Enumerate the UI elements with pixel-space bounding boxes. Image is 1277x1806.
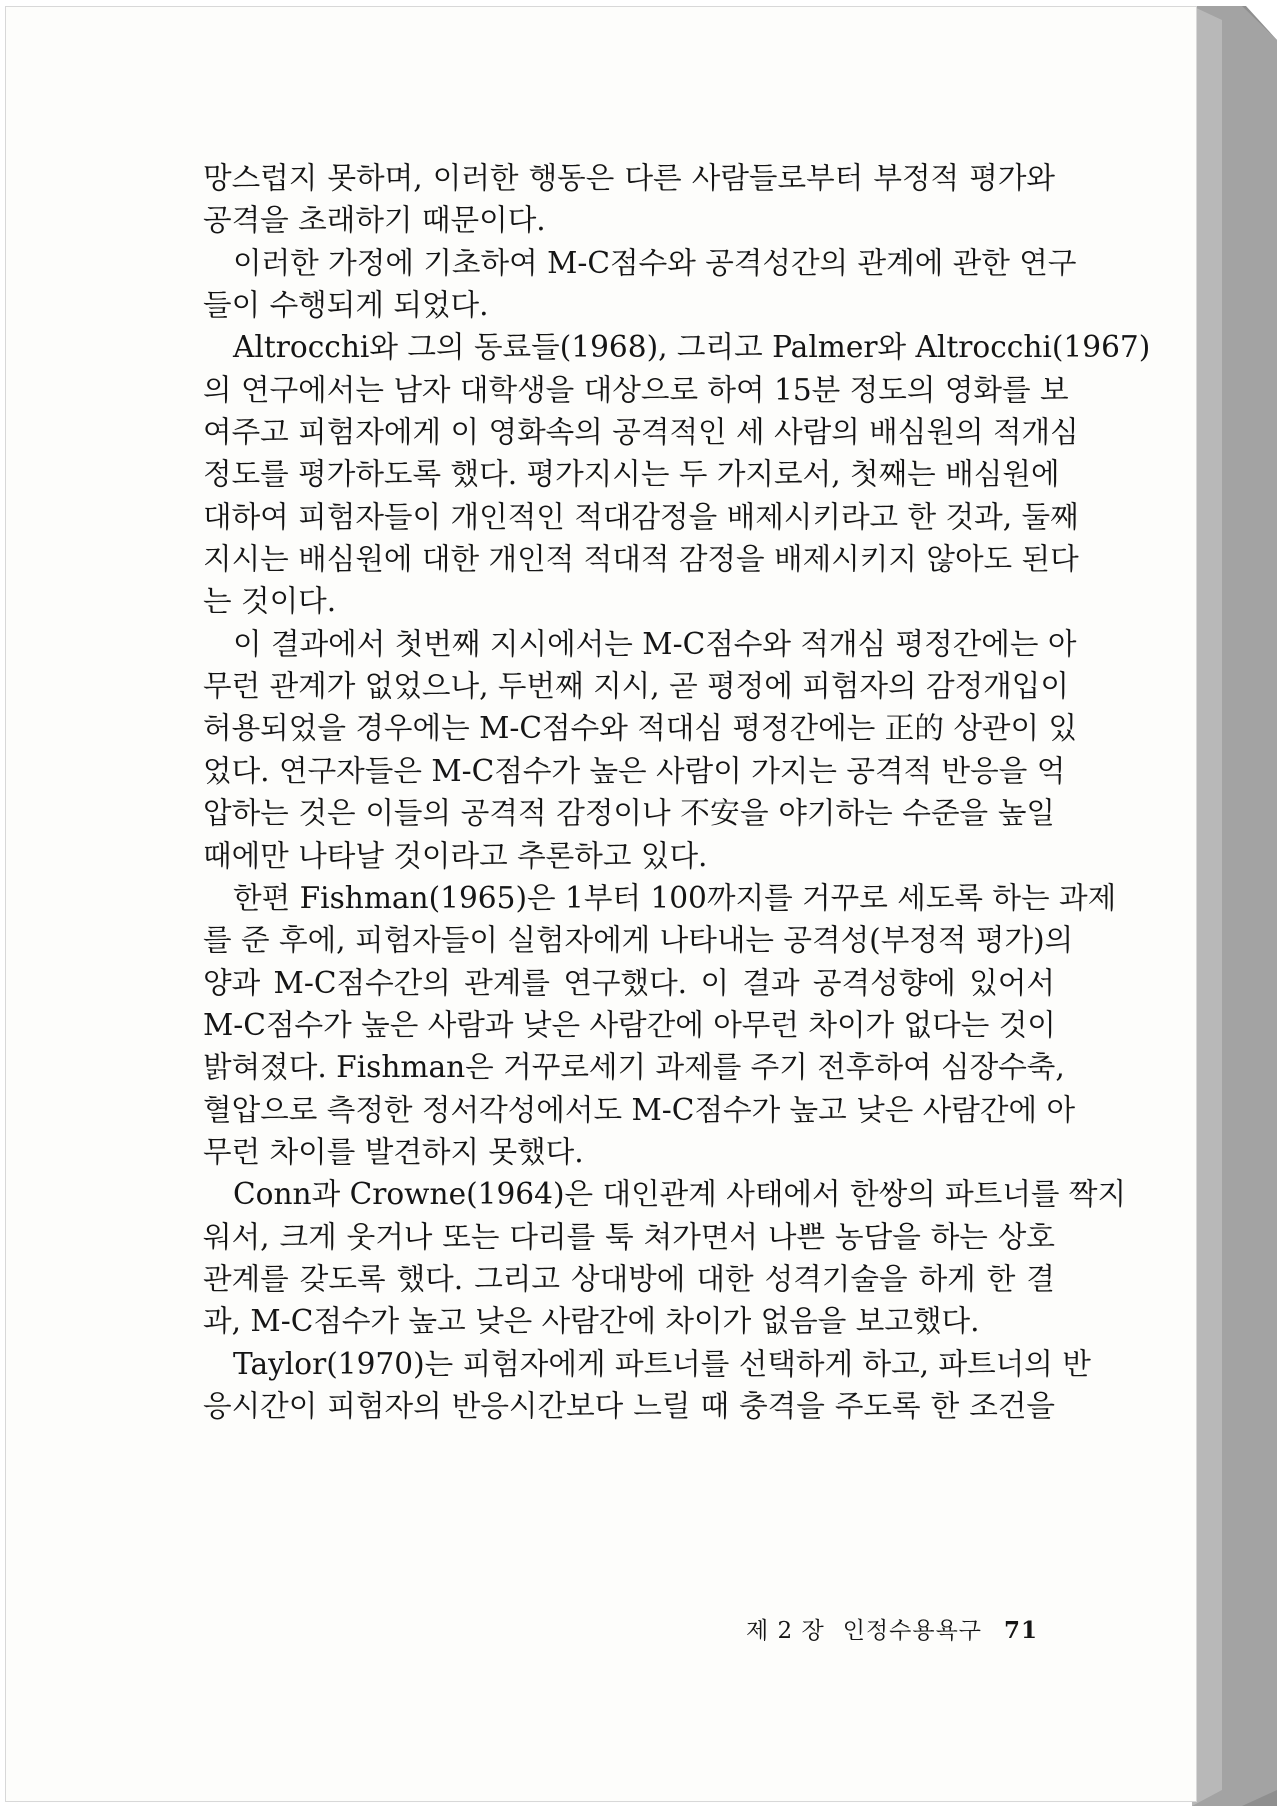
text-line: Altrocchi와 그의 동료들(1968), 그리고 Palmer와 Altrocchi(1967) <box>233 330 1151 365</box>
page-number: 71 <box>1004 1617 1039 1644</box>
text-line: 압하는 것은 이들의 공격적 감정이나 不安을 야기하는 수준을 높일 <box>203 796 1055 831</box>
text-line: 들이 수행되게 되었다. <box>203 288 489 323</box>
text-line: Taylor(1970)는 피험자에게 파트너를 선택하게 하고, 파트너의 반 <box>233 1346 1091 1381</box>
text-line: 무런 차이를 발견하지 못했다. <box>203 1134 584 1169</box>
text-line: 무런 관계가 없었으나, 두번째 지시, 곧 평정에 피험자의 감정개입이 <box>203 669 1069 704</box>
text-line: 대하여 피험자들이 개인적인 적대감정을 배제시키라고 한 것과, 둘째 <box>203 499 1079 534</box>
chapter-label: 제 2 장 <box>746 1618 825 1644</box>
text-line: 여주고 피험자에게 이 영화속의 공격적인 세 사람의 배심원의 적개심 <box>203 415 1079 450</box>
book-edge <box>1192 0 1277 1806</box>
text-line: 한편 Fishman(1965)은 1부터 100까지를 거꾸로 세도록 하는 과제 <box>233 880 1117 915</box>
text-line: 허용되었을 경우에는 M-C점수와 적대심 평정간에는 正的 상관이 있 <box>203 711 1078 746</box>
text-line: 의 연구에서는 남자 대학생을 대상으로 하여 15분 정도의 영화를 보 <box>203 372 1069 407</box>
text-line: 관계를 갖도록 했다. 그리고 상대방에 대한 성격기술을 하게 한 결 <box>203 1261 1055 1296</box>
text-line: 혈압으로 측정한 정서각성에서도 M-C점수가 높고 낮은 사람간에 아 <box>203 1092 1076 1127</box>
page-footer <box>746 1612 1038 1645</box>
text-line: 지시는 배심원에 대한 개인적 적대적 감정을 배제시키지 않아도 된다 <box>203 542 1079 577</box>
text-line: 워서, 크게 웃거나 또는 다리를 툭 쳐가면서 나쁜 농담을 하는 상호 <box>203 1219 1055 1254</box>
text-line: 양과 M-C점수간의 관계를 연구했다. 이 결과 공격성향에 있어서 <box>203 965 1055 1000</box>
text-line: 었다. 연구자들은 M-C점수가 높은 사람이 가지는 공격적 반응을 억 <box>203 753 1066 788</box>
text-line: 밝혀졌다. Fishman은 거꾸로세기 과제를 주기 전후하여 심장수축, <box>203 1050 1065 1085</box>
text-line: 이 결과에서 첫번째 지시에서는 M-C점수와 적개심 평정간에는 아 <box>233 626 1077 661</box>
body-text <box>203 157 1151 1427</box>
text-line: M-C점수가 높은 사람과 낮은 사람간에 아무런 차이가 없다는 것이 <box>203 1007 1056 1042</box>
text-line: 망스럽지 못하며, 이러한 행동은 다른 사람들로부터 부정적 평가와 <box>203 161 1055 195</box>
text-line: 응시간이 피험자의 반응시간보다 느릴 때 충격을 주도록 한 조건을 <box>203 1388 1055 1423</box>
text-line: Conn과 Crowne(1964)은 대인관계 사태에서 한쌍의 파트너를 짝지 <box>233 1177 1127 1212</box>
text-line: 공격을 초래하기 때문이다. <box>203 203 546 238</box>
text-line: 는 것이다. <box>203 584 337 619</box>
text-line: 때에만 나타날 것이라고 추론하고 있다. <box>203 838 708 873</box>
text-line: 과, M-C점수가 높고 낮은 사람간에 차이가 없음을 보고했다. <box>203 1304 980 1339</box>
chapter-title: 인정수용욕구 <box>842 1618 983 1644</box>
text-line: 를 준 후에, 피험자들이 실험자에게 나타내는 공격성(부정적 평가)의 <box>203 923 1074 958</box>
text-line: 이러한 가정에 기초하여 M-C점수와 공격성간의 관계에 관한 연구 <box>233 245 1077 280</box>
text-line: 정도를 평가하도록 했다. 평가지시는 두 가지로서, 첫째는 배심원에 <box>203 457 1060 492</box>
